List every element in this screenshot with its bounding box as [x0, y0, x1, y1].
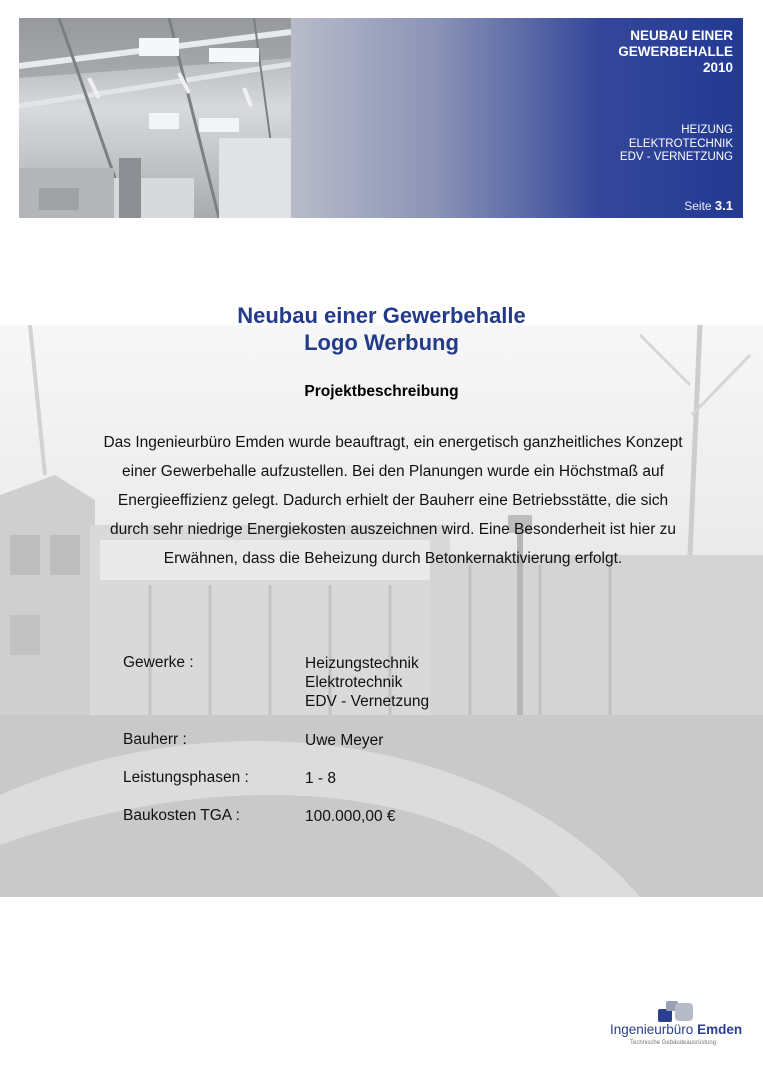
page-label: Seite — [684, 199, 712, 213]
trades-label: Gewerke : — [123, 654, 194, 671]
section-heading: Projektbeschreibung — [304, 383, 459, 400]
costs-value: 100.000,00 € — [305, 808, 396, 825]
page-number: 3.1 — [714, 198, 733, 213]
trade-item: Elektrotechnik — [305, 674, 403, 691]
trades-value — [305, 654, 429, 711]
logo-mark-icon — [658, 1001, 694, 1023]
costs-label: Baukosten TGA : — [123, 807, 240, 824]
logo-tagline: Technische Gebäudeausrüstung — [630, 1040, 717, 1046]
page-reference — [684, 198, 733, 213]
project-description: Das Ingenieurbüro Emden wurde beauftragt, ein energetisch ganzheitliches Konzept einer Gewerbehalle aufzustellen. Bei den Planungen wurde ein Höchstmaß auf Energieeffizienz gelegt. Dadurch erhielt der Bauherr eine Betriebsstätte, die sich durch sehr niedrige Energiekosten auszeichnen wird. Eine Besonderheit ist hier zu Erwähnen, dass die Beheizung durch Betonkernaktivierung erfolgt. — [103, 434, 683, 567]
banner-title-line-1: NEUBAU EINER — [630, 28, 733, 43]
banner-subject-3: EDV - VERNETZUNG — [619, 151, 733, 163]
banner-subject-1: HEIZUNG — [681, 124, 733, 136]
trade-item: EDV - Vernetzung — [305, 693, 430, 710]
banner-title-line-2: GEWERBEHALLE — [618, 44, 733, 59]
document-subtitle: Logo Werbung — [304, 330, 459, 355]
header-banner — [19, 18, 743, 218]
logo-name-bold: Emden — [697, 1022, 743, 1037]
hall-interior-photo — [19, 18, 291, 218]
trade-item: Heizungstechnik — [305, 655, 419, 672]
client-label: Bauherr : — [123, 731, 187, 748]
phases-value: 1 - 8 — [305, 770, 337, 787]
banner-title-line-3: 2010 — [702, 60, 733, 75]
banner-subjects — [513, 124, 733, 165]
banner-subject-2: ELEKTROTECHNIK — [628, 137, 733, 150]
banner-title — [513, 28, 733, 76]
client-value: Uwe Meyer — [305, 732, 384, 749]
logo-name-regular: Ingenieurbüro — [610, 1022, 694, 1037]
logo-name — [610, 1022, 742, 1037]
document-title: Neubau einer Gewerbehalle — [237, 303, 526, 328]
company-logo — [606, 995, 751, 1050]
phases-label: Leistungsphasen : — [123, 769, 249, 786]
